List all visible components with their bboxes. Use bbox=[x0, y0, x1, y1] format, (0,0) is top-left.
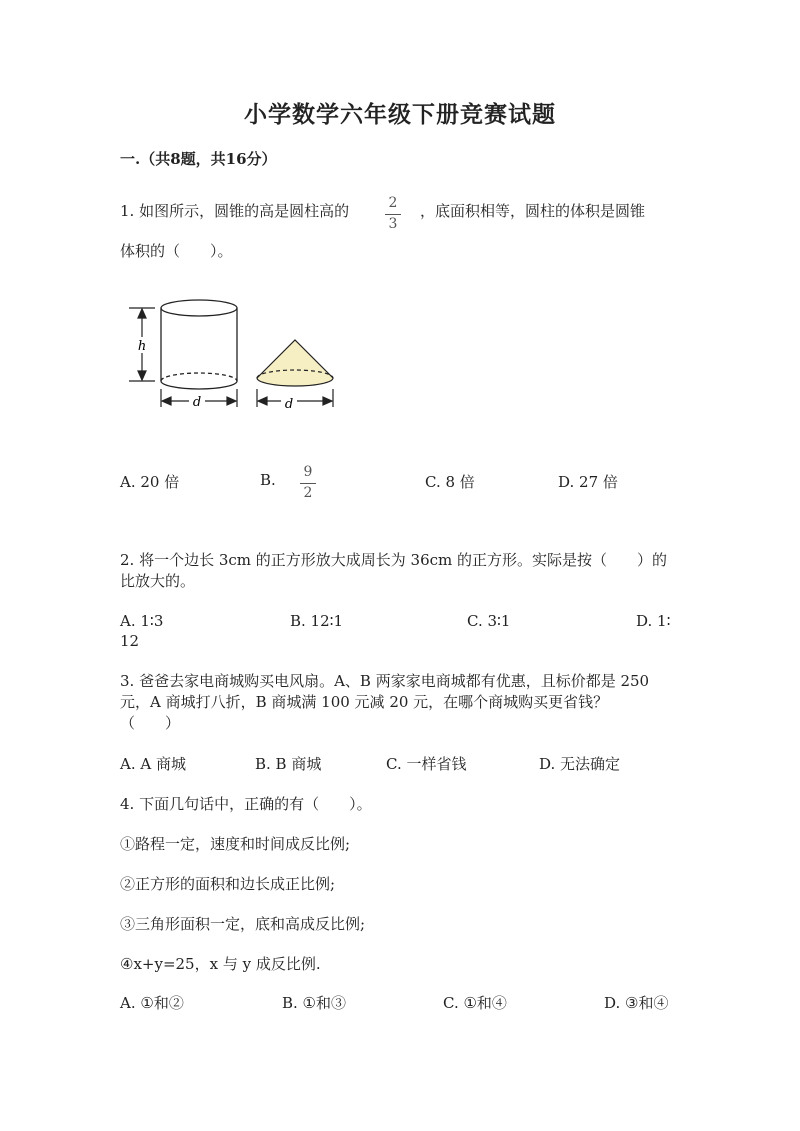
q3-line-3: （ ） bbox=[120, 714, 181, 732]
d2-label: d bbox=[284, 397, 294, 412]
q4-line-1: 4. 下面几句话中，正确的有（ ）。 bbox=[120, 795, 372, 813]
q2-line-1: 2. 将一个边长 3cm 的正方形放大成周长为 36cm 的正方形。实际是按（ ）的 bbox=[120, 551, 668, 569]
q2-option-b: B. 12∶1 bbox=[290, 612, 344, 630]
q4-option-c: C. ①和④ bbox=[443, 994, 507, 1012]
section-heading: 一.（共8题，共16分） bbox=[120, 150, 277, 168]
q1-option-a: A. 20 倍 bbox=[120, 473, 180, 491]
q4-statement-2: ②正方形的面积和边长成正比例; bbox=[120, 875, 336, 893]
q1-fraction bbox=[383, 195, 403, 234]
q1-option-d: D. 27 倍 bbox=[558, 473, 618, 491]
q3-option-a: A. A 商城 bbox=[120, 755, 186, 773]
q4-option-d: D. ③和④ bbox=[604, 994, 669, 1012]
q3-option-c: C. 一样省钱 bbox=[386, 755, 467, 773]
fraction-bar bbox=[300, 483, 316, 484]
q3-option-d: D. 无法确定 bbox=[539, 755, 621, 773]
q1-option-b-num: 9 bbox=[303, 464, 313, 480]
q3-line-2: 元，A 商城打八折，B 商城满 100 元减 20 元，在哪个商城购买更省钱？ bbox=[120, 693, 609, 711]
q2-option-a: A. 1∶3 bbox=[120, 612, 164, 630]
q4-statement-1: ①路程一定，速度和时间成反比例; bbox=[120, 835, 351, 853]
page-title: 小学数学六年级下册竞赛试题 bbox=[244, 101, 556, 128]
q1-frac-num: 2 bbox=[388, 195, 398, 211]
q3-option-b: B. B 商城 bbox=[255, 755, 322, 773]
cylinder-shape bbox=[161, 300, 237, 389]
q1-text-a: 1. 如图所示，圆锥的高是圆柱高的 bbox=[120, 202, 350, 220]
fraction-bar bbox=[385, 214, 401, 215]
q4-statement-4: ④x+y=25，x 与 y 成反比例. bbox=[120, 955, 321, 973]
q2-option-d-line-1: D. 1∶ bbox=[636, 612, 671, 630]
q3-line-1: 3. 爸爸去家电商城购买电风扇。A、B 两家家电商城都有优惠，且标价都是 250 bbox=[120, 672, 650, 690]
cone-shape bbox=[257, 340, 333, 386]
q2-option-d-line-2: 12 bbox=[120, 632, 140, 650]
q1-text-c: 体积的（ ）。 bbox=[120, 242, 233, 260]
q1-option-b-prefix: B. bbox=[260, 471, 276, 489]
q1-option-c: C. 8 倍 bbox=[425, 473, 475, 491]
d1-label: d bbox=[192, 395, 202, 410]
q2-line-2: 比放大的。 bbox=[120, 572, 196, 590]
q4-option-a: A. ①和② bbox=[120, 994, 184, 1012]
q4-statement-3: ③三角形面积一定，底和高成反比例; bbox=[120, 915, 366, 933]
q1-option-b-den: 2 bbox=[303, 485, 313, 501]
q1-option-b-fraction bbox=[298, 464, 318, 503]
q1-text-b: ，底面积相等，圆柱的体积是圆锥 bbox=[420, 202, 646, 220]
h-label: h bbox=[137, 339, 147, 354]
q4-option-b: B. ①和③ bbox=[282, 994, 347, 1012]
q1-frac-den: 3 bbox=[388, 216, 398, 232]
cylinder-cone-figure bbox=[125, 295, 340, 420]
q2-option-c: C. 3∶1 bbox=[467, 612, 511, 630]
